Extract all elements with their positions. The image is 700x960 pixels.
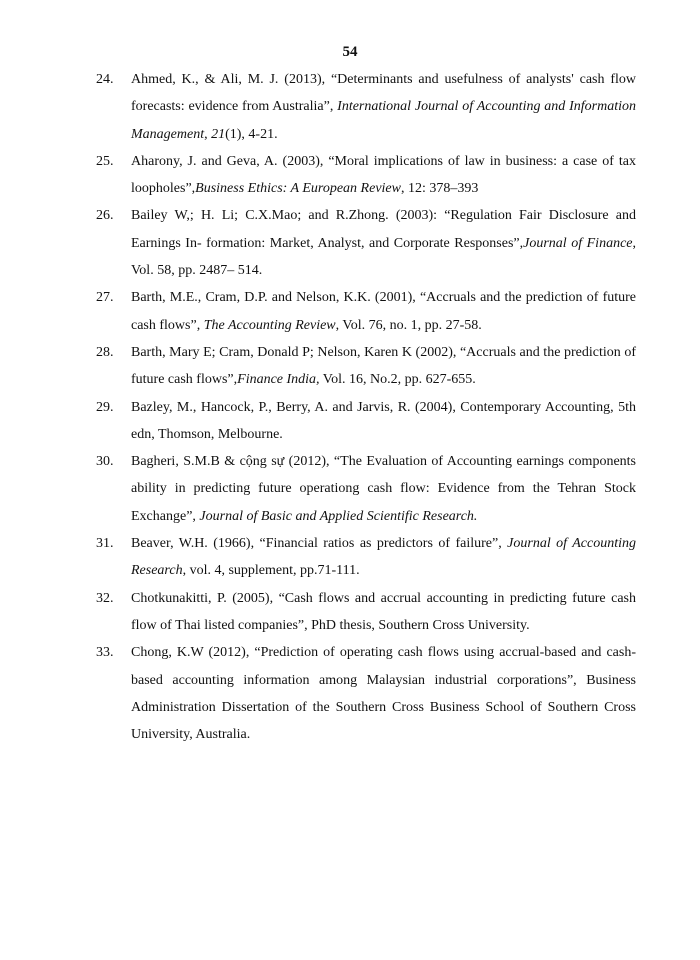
reference-text-segment: Ahmed, K., & Ali, M. J. (2013), “Determinants and usefulness of analysts' cash flow forecasts: evidence from Australia”, — [131, 72, 636, 115]
reference-title-italic: The Accounting Review — [203, 317, 336, 333]
reference-text-segment: , 12: 378–393 — [400, 181, 479, 197]
reference-text-segment: Beaver, W.H. (1966), “Financial ratios as predictors of failure”, — [131, 536, 508, 552]
reference-title-italic: International Journal of Accounting and Information Management — [131, 99, 636, 142]
reference-text-segment: Chong, K.W (2012), “Prediction of operating cash flows using accrual-based and cash-based accounting information among Malaysian industrial corporations”, Business Administration Dissertation of the Southern Cross Business School of Southern Cross University, Australia. — [131, 645, 636, 743]
reference-list — [96, 66, 636, 748]
reference-text-segment: Vol. 16, No.2, pp. 627-655. — [319, 372, 476, 388]
reference-number: 24. — [96, 72, 114, 87]
reference-text — [131, 284, 636, 339]
reference-text-segment: , vol. 4, supplement, pp.71-111. — [182, 563, 360, 579]
reference-text — [131, 394, 636, 449]
reference-number: 32. — [96, 590, 114, 606]
reference-title-italic: Journal of Finance — [523, 235, 633, 251]
reference-number: 30. — [96, 454, 114, 470]
reference-number: 26. — [96, 208, 114, 224]
reference-number: 31. — [96, 536, 114, 552]
reference-text-segment: Aharony, J. and Geva, A. (2003), “Moral implications of law in business: a case of tax loopholes”, — [131, 153, 636, 197]
reference-text-segment: , Vol. 76, no. 1, pp. 27-58. — [335, 317, 482, 333]
reference-entry — [96, 284, 636, 339]
reference-number: 27. — [96, 290, 114, 306]
reference-text-segment: , — [204, 126, 212, 142]
reference-title-italic: Journal of Basic and Applied Scientific Research. — [199, 508, 478, 524]
reference-number: 25. — [96, 153, 114, 169]
reference-number: 29. — [96, 399, 114, 415]
reference-title-italic: Finance India, — [237, 372, 320, 388]
reference-number: 33. — [96, 645, 114, 661]
reference-entry — [96, 448, 636, 530]
reference-title-italic: 21 — [211, 126, 226, 142]
reference-text-segment: Barth, Mary E; Cram, Donald P; Nelson, Karen K (2002), “Accruals and the prediction of future cash flows”, — [131, 344, 636, 388]
reference-text — [131, 66, 636, 148]
reference-text-segment: , Vol. 58, pp. 2487– 514. — [131, 235, 636, 279]
reference-entry — [96, 339, 636, 394]
reference-number: 28. — [96, 344, 114, 360]
reference-entry — [96, 394, 636, 449]
reference-title-italic: Business Ethics: A European Review — [195, 181, 401, 197]
reference-title-italic: Journal of Accounting Research — [131, 536, 636, 579]
reference-text — [131, 202, 636, 284]
reference-text — [131, 585, 636, 640]
reference-text — [131, 639, 636, 748]
reference-text-segment: Bazley, M., Hancock, P., Berry, A. and Jarvis, R. (2004), Contemporary Accounting, 5th edn, Thomson, Melbourne. — [131, 399, 636, 442]
reference-text-segment: Bailey W,; H. Li; C.X.Mao; and R.Zhong. (2003): “Regulation Fair Disclosure and Earnings In- formation: Market, Analyst, and Corporate Responses”, — [131, 208, 636, 251]
reference-text — [131, 448, 636, 530]
reference-entry — [96, 148, 636, 203]
reference-entry — [96, 66, 636, 148]
reference-entry — [96, 639, 636, 748]
reference-text — [131, 339, 636, 394]
reference-text — [131, 530, 636, 585]
reference-entry — [96, 202, 636, 284]
reference-entry — [96, 530, 636, 585]
reference-entry — [96, 585, 636, 640]
reference-text-segment: Barth, M.E., Cram, D.P. and Nelson, K.K. (2001), “Accruals and the prediction of future cash flows”, — [131, 290, 636, 333]
reference-text-segment: Bagheri, S.M.B & cộng sự (2012), “The Evaluation of Accounting earnings components ability in predicting future operationg cash flow: Evidence from the Tehran Stock Exchange”, — [131, 454, 636, 524]
reference-text-segment: (1), 4-21. — [225, 126, 278, 142]
reference-text-segment: Chotkunakitti, P. (2005), “Cash flows and accrual accounting in predicting future cash flow of Thai listed companies”, PhD thesis, Southern Cross University. — [131, 590, 636, 633]
reference-text — [131, 148, 636, 203]
page-number: 54 — [342, 44, 358, 60]
